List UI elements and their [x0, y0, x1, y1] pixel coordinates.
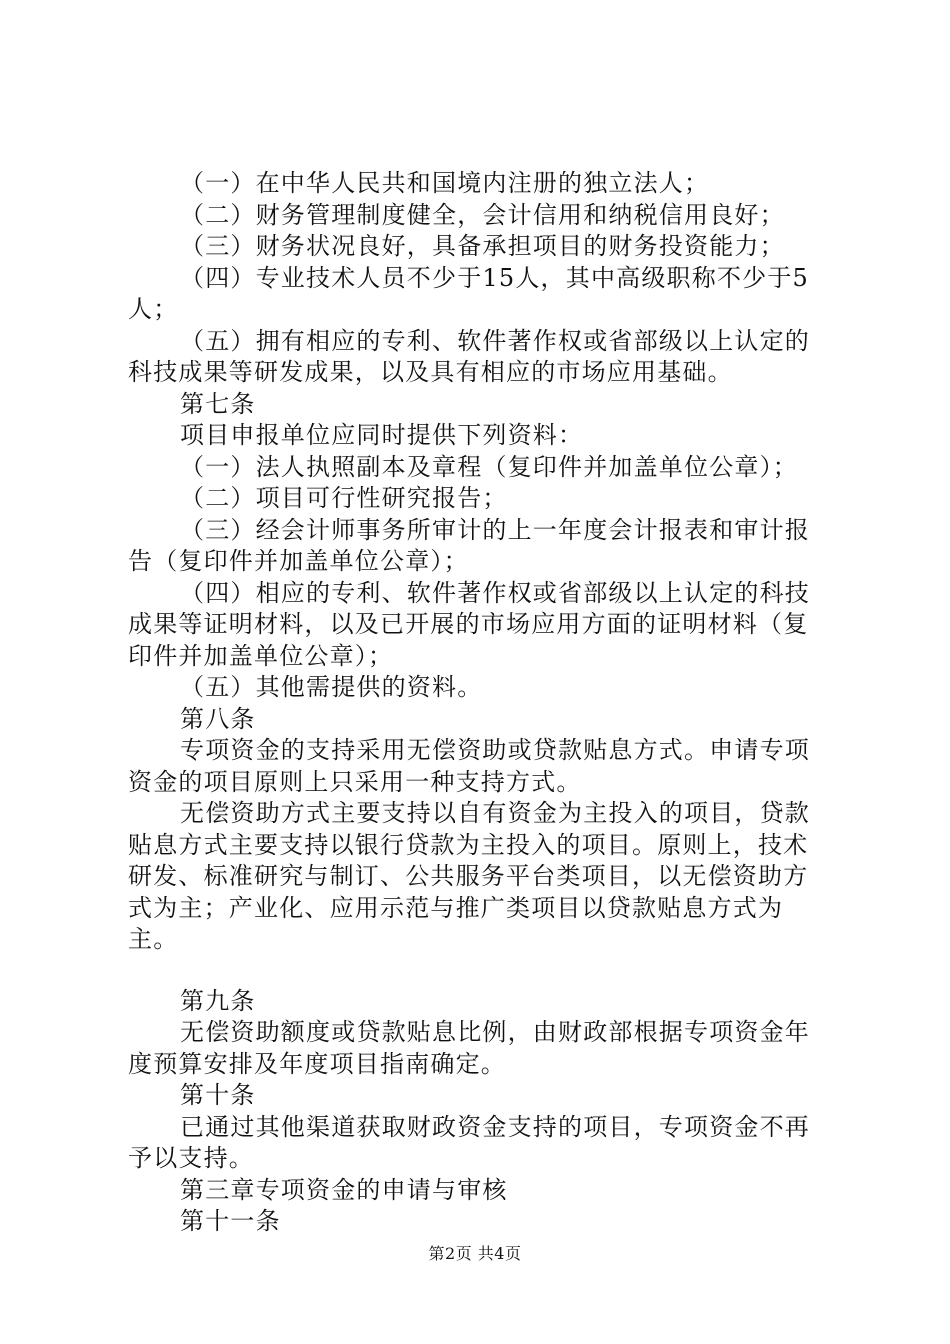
- paragraph-condition-1: （一）在中华人民共和国境内注册的独立法人；: [180, 169, 710, 197]
- chapter-3-heading: 第三章专项资金的申请与审核: [180, 1175, 508, 1204]
- paragraph-materials-intro: 项目申报单位应同时提供下列资料：: [180, 421, 584, 449]
- paragraph-material-3: （三）经会计师事务所审计的上一年度会计报表和审计报告（复印件并加盖单位公章）；: [128, 515, 810, 575]
- paragraph-spacer: [128, 956, 833, 986]
- article-7-heading: 第七条: [180, 389, 256, 418]
- paragraph-support-principles: 无偿资助方式主要支持以自有资金为主投入的项目，贷款贴息方式主要支持以银行贷款为主投入的项目。原则上，技术研发、标准研究与制订、公共服务平台类项目，以无偿资助方式为主；产业化、应用示范与推广类项目以贷款贴息方式为主。: [128, 799, 810, 953]
- paragraph-material-2: （二）项目可行性研究报告；: [180, 484, 508, 512]
- article-10-heading: 第十条: [180, 1081, 256, 1109]
- article-8-heading: 第八条: [180, 704, 256, 733]
- article-11-heading: 第十一条: [180, 1207, 281, 1235]
- paragraph-condition-5: （五）拥有相应的专利、软件著作权或省部级以上认定的科技成果等研发成果，以及具有相应的市场应用基础。: [128, 326, 810, 386]
- paragraph-support-methods: 专项资金的支持采用无偿资助或贷款贴息方式。申请专项资金的项目原则上只采用一种支持方式。: [128, 736, 810, 796]
- paragraph-grant-ratio: 无偿资助额度或贷款贴息比例，由财政部根据专项资金年度预算安排及年度项目指南确定。: [128, 1018, 810, 1078]
- paragraph-material-4: （四）相应的专利、软件著作权或省部级以上认定的科技成果等证明材料，以及已开展的市场应用方面的证明材料（复印件并加盖单位公章）；: [128, 578, 810, 670]
- paragraph-condition-3: （三）财务状况良好，具备承担项目的财务投资能力；: [180, 232, 785, 260]
- article-9-heading: 第九条: [180, 986, 256, 1015]
- paragraph-condition-4: （四）专业技术人员不少于15人，其中高级职称不少于5人；: [128, 263, 810, 323]
- paragraph-no-duplicate-support: 已通过其他渠道获取财政资金支持的项目，专项资金不再予以支持。: [128, 1112, 810, 1172]
- document-body: [128, 168, 833, 1238]
- paragraph-material-1: （一）法人执照副本及章程（复印件并加盖单位公章）；: [180, 452, 798, 481]
- page-footer: 第2页 共4页: [428, 1244, 522, 1263]
- paragraph-material-5: （五）其他需提供的资料。: [180, 673, 483, 701]
- paragraph-condition-2: （二）财务管理制度健全，会计信用和纳税信用良好；: [180, 200, 785, 229]
